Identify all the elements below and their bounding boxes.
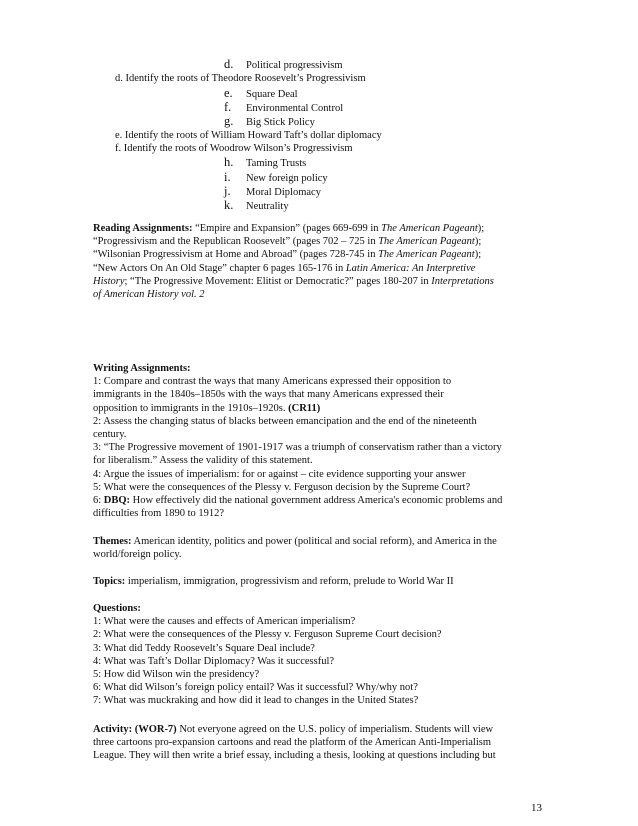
activity-label: Activity: (WOR-7) — [93, 724, 177, 735]
questions — [93, 602, 545, 708]
outline-sub-g: g. Big Stick Policy — [224, 114, 315, 128]
reading-assignments: Reading Assignments: “Empire and Expansion” (pages 669-699 in The American Pageant); “Progressivism and the Republican Roosevelt” (pages 702 – 725 in The American Pageant); “Wilsonian Progressivism at Home and Abroad” (pages 728-745 in The American Pageant); “New Actors On An Old Stage” chapter 6 pages 165-176 in Latin America: An Interpretive History; “The Progressive Movement: Elitist or Democratic?” pages 180-207 in Interpretations of American History vol. 2 — [93, 223, 494, 301]
outline-sub-k: k. Neutrality — [224, 198, 289, 212]
page-number: 13 — [531, 802, 542, 814]
questions-label: Questions: — [93, 603, 141, 614]
list-item: 6: What did Wilson’s foreign policy entail? Was it successful? Why/why not? — [93, 682, 418, 694]
outline-sub-j: j. Moral Diplomacy — [224, 184, 321, 198]
list-item: 3: What did Teddy Roosevelt’s Square Deal include? — [93, 642, 315, 654]
writing-label: Writing Assignments: — [93, 363, 191, 374]
outline-sub-e: e. Square Deal — [224, 86, 298, 100]
outline-item-e: e. Identify the roots of William Howard Taft’s dollar diplomacy — [115, 130, 382, 141]
activity: Activity: (WOR-7) Not everyone agreed on the U.S. policy of imperialism. Students will view three cartoons pro-expansion cartoons and read the platform of the American Anti-Imperialism League. They will then write a brief essay, including a thesis, looking at questions including but — [93, 724, 496, 762]
reading-label: Reading Assignments: — [93, 223, 193, 234]
topics-label: Topics: — [93, 576, 126, 587]
list-item: 7: What was muckraking and how did it lead to changes in the United States? — [93, 695, 419, 707]
outline-item-f: f. Identify the roots of Woodrow Wilson’s Progressivism — [115, 143, 353, 154]
themes-label: Themes: — [93, 536, 132, 547]
themes: Themes: American identity, politics and power (political and social reform), and America in the world/foreign policy. — [93, 536, 497, 561]
list-item: 5: How did Wilson win the presidency? — [93, 669, 260, 681]
outline-sub-f: f. Environmental Control — [224, 100, 344, 114]
list-item: 2: What were the consequences of the Plessy v. Ferguson Supreme Court decision? — [93, 629, 442, 641]
writing-assignments: Writing Assignments: 1: Compare and contrast the ways that many Americans expressed their opposition to immigrants in the 1840s–1850s with the ways that many Americans expressed their opposition to immigrants in the 1910s–1920s. (CR11) 2: Assess the changing status of blacks between emancipation and the end of the nineteenth century. 3: “The Progressive movement of 1901-1917 was a triumph of conservatism rather than a victory for liberalism.” Assess the validity of this statement. 4: Argue the issues of imperialism: for or against – cite evidence supporting your answer 5: What were the consequences of the Plessy v. Ferguson decision by the Supreme Court? 6: DBQ: How effectively did the national government address America's economic problems and difficulties from 1890 to 1912? — [93, 363, 503, 520]
outline-item-d: d. Identify the roots of Theodore Roosevelt’s Progressivism — [115, 73, 366, 84]
outline-sub-i: i. New foreign policy — [224, 170, 328, 184]
outline-sub-h: h. Taming Trusts — [224, 155, 307, 169]
list-item: 4: What was Taft’s Dollar Diplomacy? Was it successful? — [93, 655, 335, 667]
outline-sub-d: d. Political progressivism — [224, 57, 343, 71]
topics: Topics: imperialism, immigration, progressivism and reform, prelude to World War II — [93, 576, 454, 587]
list-item: 1: What were the causes and effects of American imperialism? — [93, 616, 356, 628]
